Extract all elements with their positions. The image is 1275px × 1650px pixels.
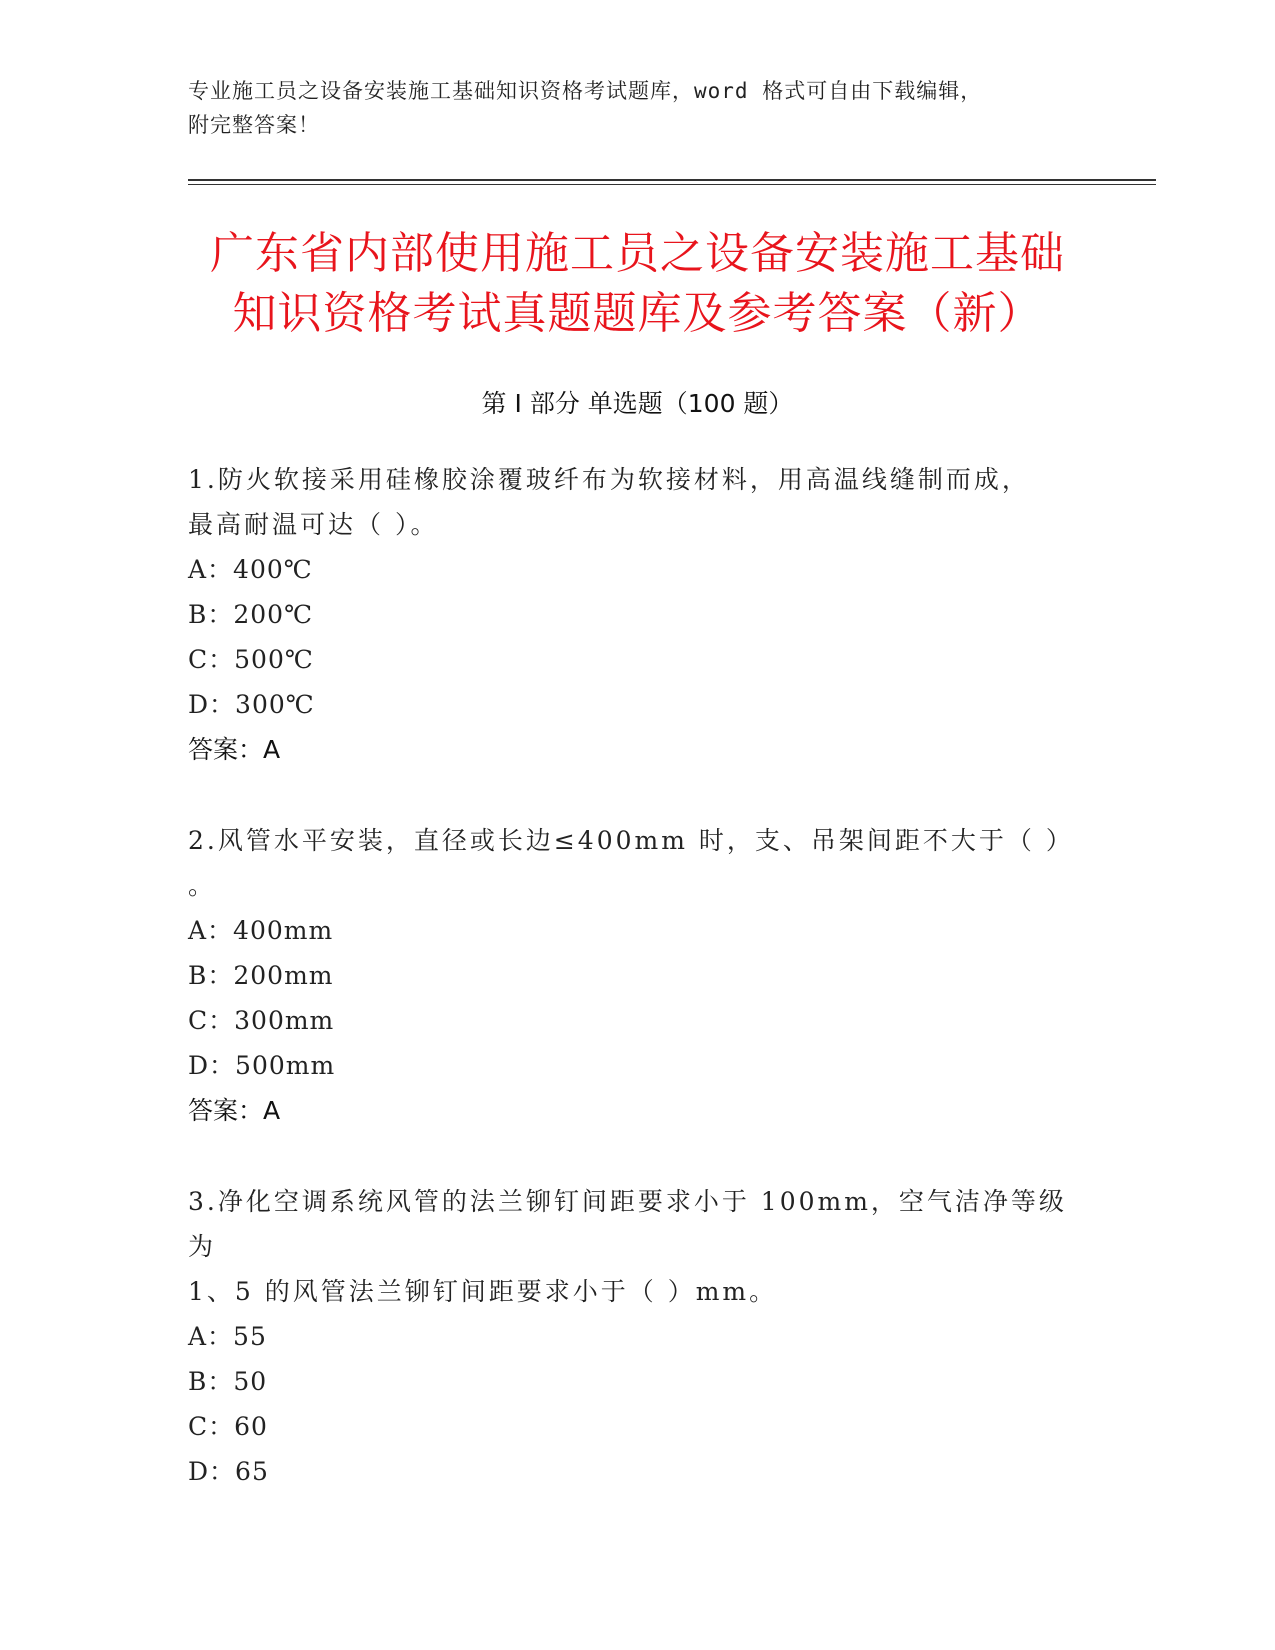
document-title	[150, 224, 1125, 344]
header-divider-thin	[188, 184, 1156, 185]
option-c: C：60	[188, 1412, 268, 1441]
question-stem-line-1: 3.净化空调系统风管的法兰铆钉间距要求小于 100mm，空气洁净等级为	[188, 1187, 1067, 1261]
option-a: A：400℃	[188, 555, 313, 584]
option-b: B：200mm	[188, 961, 334, 990]
option-b: B：50	[188, 1367, 268, 1396]
option-c: C：500℃	[188, 645, 314, 674]
header-note-line-2: 附完整答案！	[188, 113, 320, 137]
option-d: D：300℃	[188, 690, 315, 719]
header-divider-thick	[188, 179, 1156, 181]
question-3	[188, 1179, 1088, 1494]
question-stem-line-1: 1.防火软接采用硅橡胶涂覆玻纤布为软接材料，用高温线缝制而成，	[188, 465, 1030, 494]
document-title-line-1: 广东省内部使用施工员之设备安装施工基础	[210, 228, 1065, 279]
question-2	[188, 818, 1088, 1133]
question-stem-line-2: 。	[188, 871, 217, 900]
option-d: D：65	[188, 1457, 269, 1486]
section-title: 第 I 部分 单选题（100 题）	[481, 389, 794, 418]
option-b: B：200℃	[188, 600, 314, 629]
header-note	[188, 74, 1068, 142]
option-c: C：300mm	[188, 1006, 335, 1035]
option-a: A：55	[188, 1322, 267, 1351]
answer: 答案：A	[188, 735, 281, 764]
header-note-line-1: 专业施工员之设备安装施工基础知识资格考试题库，word 格式可自由下载编辑，	[188, 79, 983, 103]
question-stem-line-1: 2.风管水平安装，直径或长边≤400mm 时，支、吊架间距不大于（ ）	[188, 826, 1074, 855]
question-stem-line-2: 最高耐温可达（ ）。	[188, 510, 439, 539]
option-a: A：400mm	[188, 916, 334, 945]
document-title-line-2: 知识资格考试真题题库及参考答案（新）	[232, 288, 1043, 339]
option-d: D：500mm	[188, 1051, 336, 1080]
answer: 答案：A	[188, 1096, 281, 1125]
question-stem-line-2: 1、5 的风管法兰铆钉间距要求小于（ ）mm。	[188, 1277, 778, 1306]
question-1	[188, 457, 1088, 772]
